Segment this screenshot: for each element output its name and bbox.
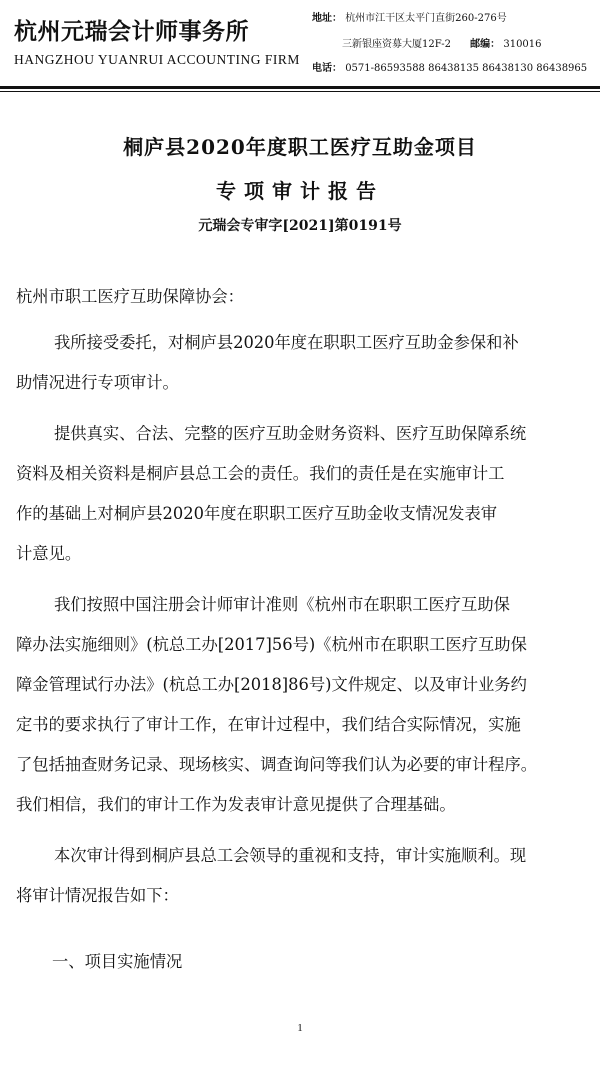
- phone-label: 电话：: [312, 63, 342, 74]
- document-number: 元瑞会专审字[2021]第0191号: [198, 218, 402, 234]
- postcode: 310016: [503, 39, 542, 50]
- paragraph-line: 资料及相关资料是桐庐县总工会的责任。我们的责任是在实施审计工: [16, 464, 505, 483]
- report-title: 桐庐县2020年度职工医疗互助金项目: [123, 135, 477, 159]
- paragraph-line: 计意见。: [16, 544, 82, 563]
- address-row-2: [342, 40, 542, 50]
- paragraph-line: 障金管理试行办法》(杭总工办[2018]86号)文件规定、以及审计业务约: [16, 675, 527, 694]
- paragraph-line: 我所接受委托，对桐庐县2020年度在职职工医疗互助金参保和补: [54, 333, 519, 352]
- report-body: [16, 282, 584, 927]
- address-label: 地址：: [312, 13, 342, 24]
- paragraph-line: 障办法实施细则》(杭总工办[2017]56号)《杭州市在职职工医疗互助保: [16, 635, 527, 654]
- section-heading: 一、项目实施情况: [52, 952, 183, 971]
- phone-numbers: 0571-86593588 86438135 86438130 86438965: [345, 63, 588, 74]
- letterhead: [0, 0, 600, 90]
- paragraph-line: 我们相信，我们的审计工作为发表审计意见提供了合理基础。: [16, 795, 456, 814]
- paragraph-line: 作的基础上对桐庐县2020年度在职职工医疗互助金收支情况发表审: [16, 504, 498, 523]
- report-subtitle: 专项审计报告: [216, 179, 384, 203]
- paragraph-2: [16, 414, 584, 574]
- address-row: [312, 14, 507, 24]
- paragraph-line: 了包括抽查财务记录、现场核实、调查询问等我们认为必要的审计程序。: [16, 755, 538, 774]
- salutation: 杭州市职工医疗互助保障协会：: [16, 287, 244, 306]
- phone-row: [312, 64, 587, 74]
- letterhead-rule-thin: [0, 91, 600, 92]
- paragraph-line: 提供真实、合法、完整的医疗互助金财务资料、医疗互助保障系统: [54, 424, 527, 443]
- paragraph-line: 定书的要求执行了审计工作，在审计过程中，我们结合实际情况，实施: [16, 715, 521, 734]
- postcode-label: 邮编：: [470, 39, 501, 50]
- paragraph-line: 将审计情况报告如下：: [16, 886, 179, 905]
- firm-name-cn: 杭州元瑞会计师事务所: [14, 18, 249, 45]
- address-line2: 三新银座资募大厦12F-2: [342, 39, 451, 50]
- paragraph-3: [16, 585, 584, 825]
- page-number: 1: [297, 1022, 303, 1034]
- firm-name-en: HANGZHOU YUANRUI ACCOUNTING FIRM: [14, 52, 300, 67]
- paragraph-line: 助情况进行专项审计。: [16, 373, 179, 392]
- paragraph-line: 本次审计得到桐庐县总工会领导的重视和支持，审计实施顺利。现: [54, 846, 527, 865]
- address-line1: 杭州市江干区太平门直街260-276号: [345, 13, 507, 24]
- paragraph-1: [16, 323, 584, 403]
- letterhead-rule-thick: [0, 86, 600, 89]
- paragraph-4: [16, 836, 584, 916]
- paragraph-line: 我们按照中国注册会计师审计准则《杭州市在职职工医疗互助保: [54, 595, 510, 614]
